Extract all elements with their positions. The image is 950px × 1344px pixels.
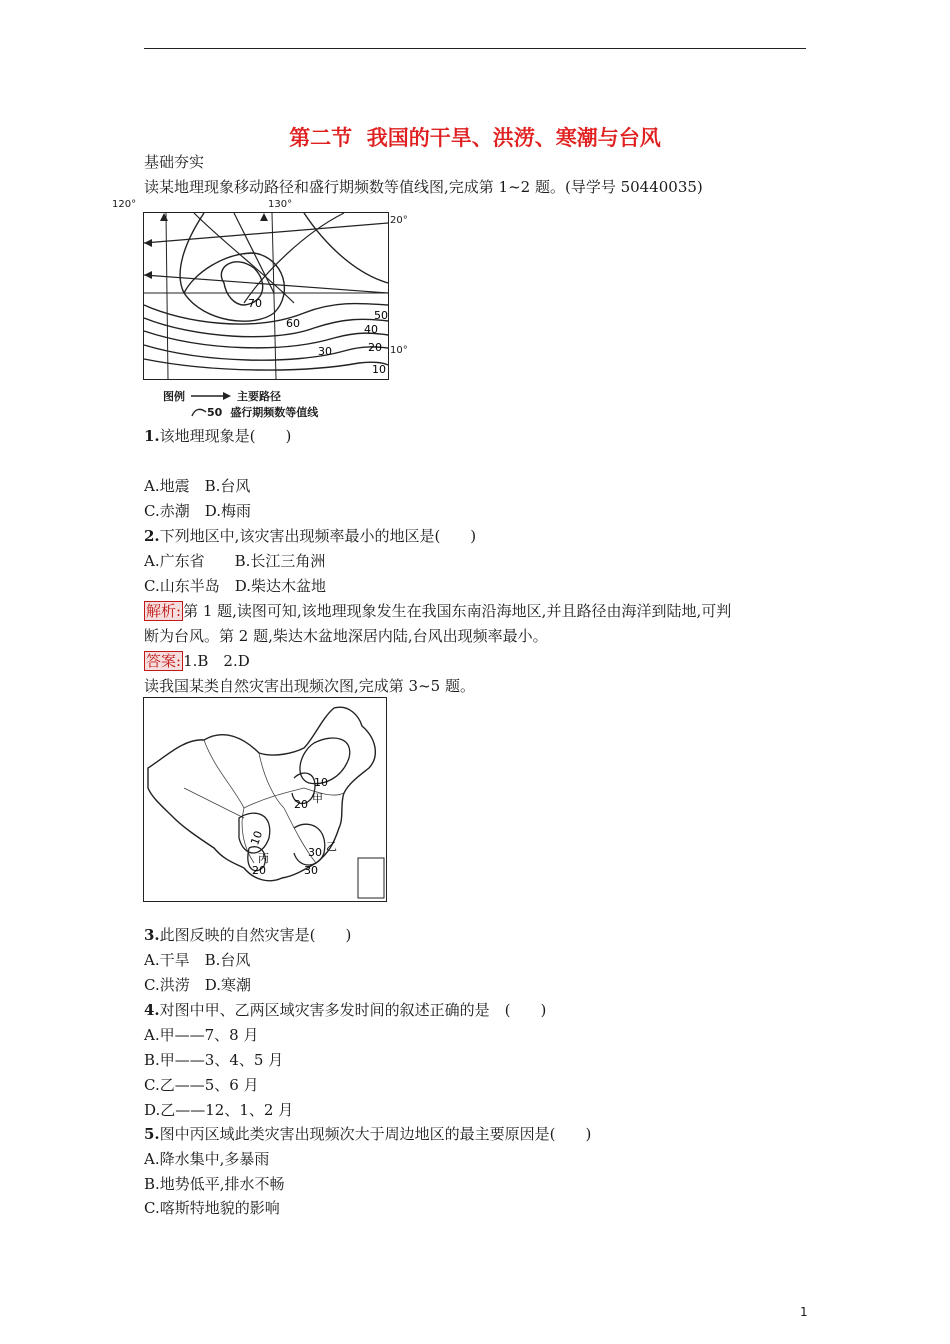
q1-options-ab: A.地震 B.台风 (144, 477, 251, 495)
q4-option-b: B.甲——3、4、5 月 (144, 1051, 284, 1069)
q5-option-c: C.喀斯特地貌的影响 (144, 1199, 280, 1217)
q4-option-a: A.甲——7、8 月 (144, 1026, 259, 1044)
q2-options-cd: C.山东半岛 D.柴达木盆地 (144, 577, 326, 595)
analysis-line-2: 断为台风。第 2 题,柴达木盆地深居内陆,台风出现频率最小。 (144, 627, 548, 645)
meridian-130 (272, 213, 276, 379)
q4-option-c: C.乙——5、6 月 (144, 1076, 259, 1094)
legend-path-symbol (189, 391, 233, 401)
q3-options-cd: C.洪涝 D.寒潮 (144, 976, 251, 994)
page-title: 第二节 我国的干旱、洪涝、寒潮与台风 (289, 126, 661, 150)
contour-lines (144, 213, 388, 370)
analysis-line-1: 解析: 第 1 题,读图可知,该地理现象发生在我国东南沿海地区,并且路径由海洋到陆地,可判 (146, 602, 732, 620)
lat-label-10: 10° (390, 345, 408, 356)
q4-option-d: D.乙——12、1、2 月 (144, 1101, 294, 1119)
legend-contour-symbol (191, 407, 207, 417)
contour-label-20-north: 20 (294, 798, 308, 811)
contour-label-20: 20 (368, 341, 382, 354)
legend-contour-label: 盛行期频数等值线 (230, 406, 319, 419)
contour-label-10: 10 (372, 363, 386, 376)
q5-option-b: B.地势低平,排水不畅 (144, 1175, 285, 1193)
path-arrowhead-4 (260, 213, 268, 221)
china-map-svg (144, 698, 386, 901)
legend-contour-value: 50 (207, 405, 223, 419)
intro-text-2: 读我国某类自然灾害出现频次图,完成第 3~5 题。 (144, 677, 475, 695)
question-3: 3.此图反映的自然灾害是( ) (144, 926, 352, 944)
analysis-tag: 解析: (146, 602, 182, 620)
contour-label-70: 70 (248, 297, 262, 310)
header-rule (144, 48, 806, 49)
q2-options-ab: A.广东省 B.长江三角洲 (144, 552, 326, 570)
region-yi: 乙 (326, 840, 337, 853)
main-paths (144, 213, 388, 303)
contour-label-60: 60 (286, 317, 300, 330)
contour-label-50: 50 (374, 309, 388, 322)
legend-path-label: 主要路径 (237, 390, 281, 403)
answer-line: 答案: 1.B 2.D (146, 652, 250, 670)
lon-label-120: 120° (112, 199, 137, 210)
intro-text-1: 读某地理现象移动路径和盛行期频数等值线图,完成第 1~2 题。(导学号 50440035) (144, 178, 703, 196)
region-bing: 丙 (258, 852, 269, 865)
china-disaster-map (143, 697, 387, 902)
section-heading: 基础夯实 (144, 153, 205, 171)
contour-label-30: 30 (318, 345, 332, 358)
typhoon-map-svg (144, 213, 388, 379)
question-1: 1.该地理现象是( ) (144, 427, 292, 445)
contour-label-30-south: 30 (304, 864, 318, 877)
page-number: 1 (800, 1305, 808, 1319)
q1-options-cd: C.赤潮 D.梅雨 (144, 502, 251, 520)
question-4: 4.对图中甲、乙两区域灾害多发时间的叙述正确的是 ( ) (144, 1001, 547, 1019)
contour-label-20-south: 20 (252, 864, 266, 877)
contour-label-10-north: 10 (314, 776, 328, 789)
path-arrowhead-1 (144, 239, 152, 247)
south-china-sea-inset (358, 858, 384, 898)
contour-label-40: 40 (364, 323, 378, 336)
lat-label-20: 20° (390, 215, 408, 226)
lon-label-130: 130° (268, 199, 293, 210)
legend-title: 图例 (163, 390, 185, 403)
meridian-120 (166, 213, 168, 379)
answer-tag: 答案: (146, 652, 182, 670)
q5-option-a: A.降水集中,多暴雨 (144, 1150, 270, 1168)
question-5: 5.图中丙区域此类灾害出现频次大于周边地区的最主要原因是( ) (144, 1125, 592, 1143)
map-legend (163, 388, 318, 420)
path-arrowhead-3 (160, 213, 168, 221)
typhoon-path-map (112, 199, 408, 380)
path-arrowhead-2 (144, 271, 152, 279)
q3-options-ab: A.干旱 B.台风 (144, 951, 251, 969)
question-2: 2.下列地区中,该灾害出现频率最小的地区是( ) (144, 527, 477, 545)
contour-label-10-west: 10 (248, 829, 266, 847)
region-jia: 甲 (312, 792, 323, 805)
contour-label-30-east: 30 (308, 846, 322, 859)
